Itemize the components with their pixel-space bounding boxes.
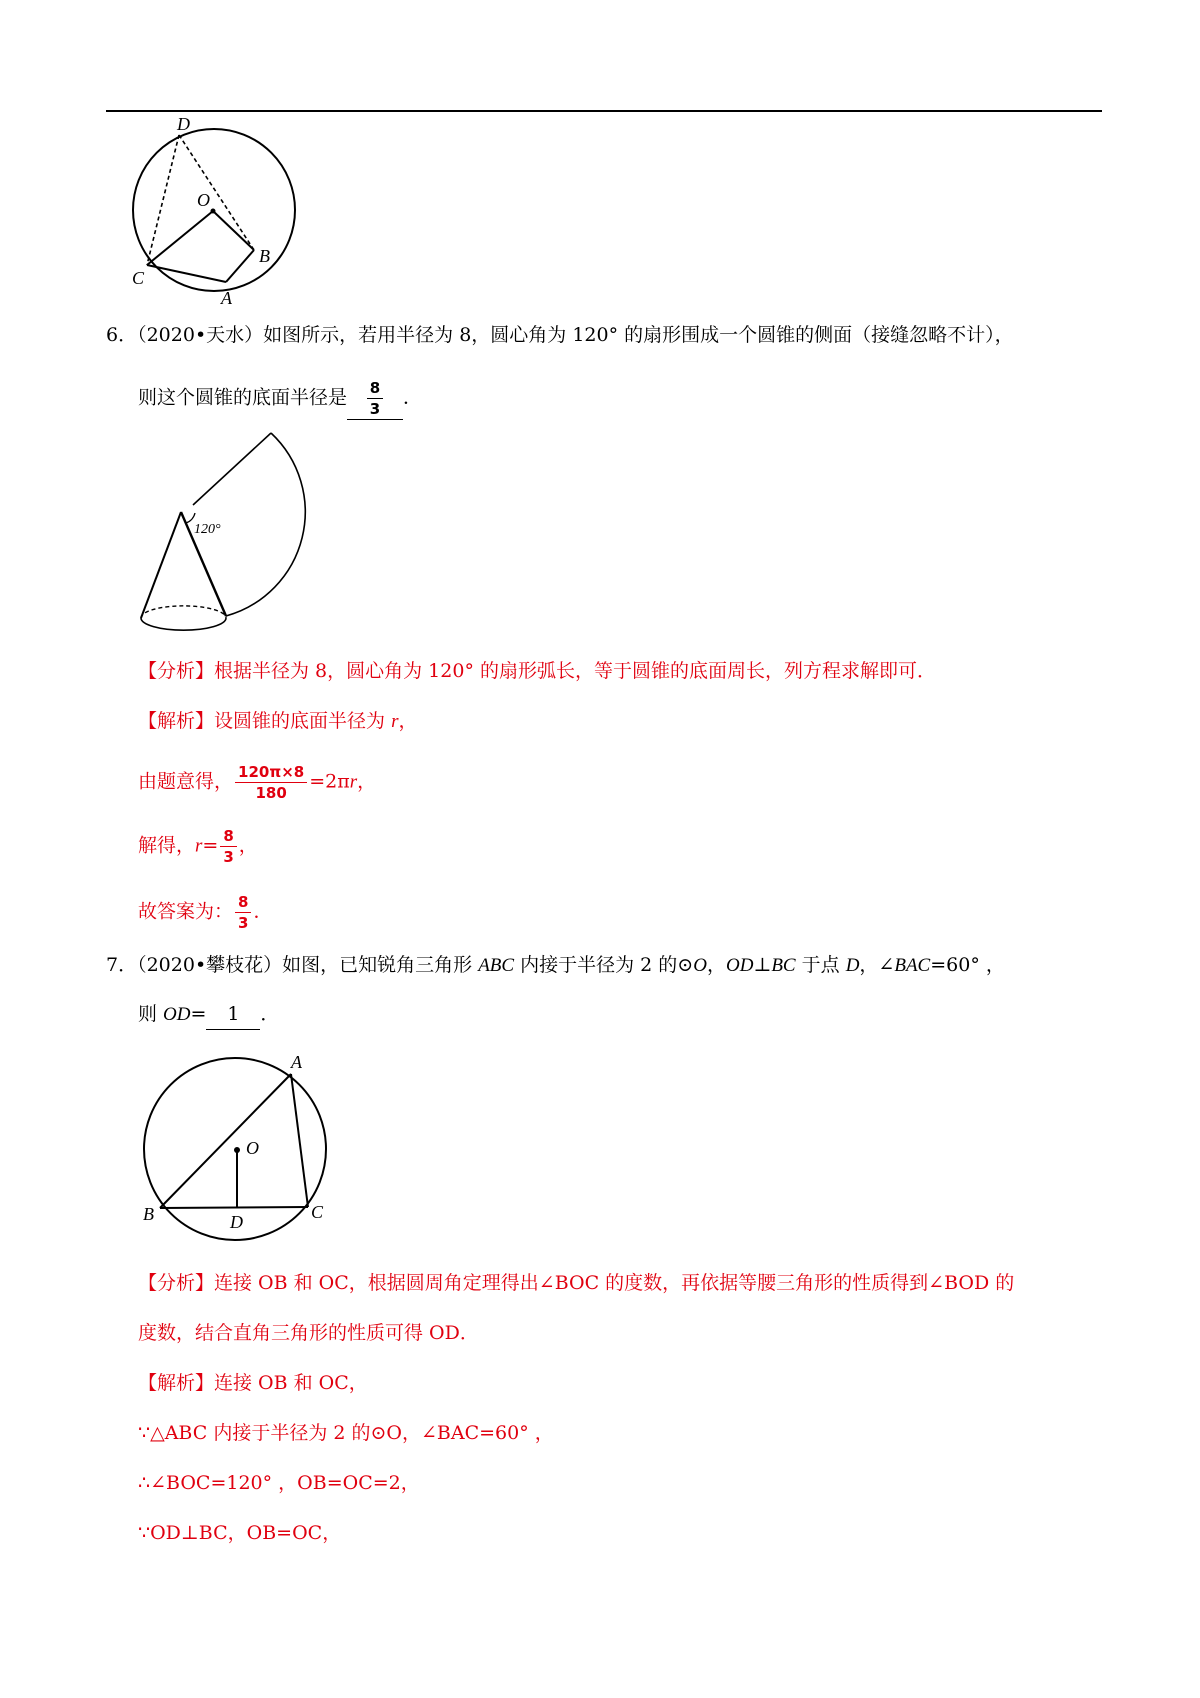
q6-number: 6． xyxy=(106,324,138,346)
q7-text1-c: 内接于半径为 2 的⊙ xyxy=(514,954,694,976)
q6-solution3-num: 8 xyxy=(220,826,236,847)
q7-answer-blank: 1 xyxy=(206,999,260,1030)
q7-solution-tag: 【解析】 xyxy=(138,1372,215,1394)
q6-analysis xyxy=(138,656,936,686)
q7-text1-f: OD xyxy=(725,955,754,976)
q6-solution2-num: 120π×8 xyxy=(235,762,307,783)
q7-end: ． xyxy=(260,1003,280,1025)
q7-text1-h: BC xyxy=(771,955,796,976)
q6-line2 xyxy=(138,378,422,420)
q6-solution2-den: 180 xyxy=(255,784,287,802)
label-d: D xyxy=(230,1212,243,1232)
q6-analysis-text: 根据半径为 8，圆心角为 120° 的扇形弧长，等于圆锥的底面周长，列方程求解即可． xyxy=(214,660,936,682)
q6-solution1 xyxy=(138,706,417,737)
q6-text2: 则这个圆锥的底面半径是 xyxy=(138,386,348,409)
q6-solution4-end: ． xyxy=(253,900,273,923)
q7-solution3-text: ∴∠BOC=120° ，OB=OC=2， xyxy=(138,1472,420,1494)
q6-solution1-text: 设圆锥的底面半径为 xyxy=(214,710,392,732)
q6-solution1-end: ， xyxy=(398,710,418,732)
label-b: B xyxy=(259,246,270,266)
angle-label-120: 120° xyxy=(194,522,221,537)
q6-answer-num: 8 xyxy=(367,378,383,399)
q7-text1-a: 如图，已知锐角三角形 xyxy=(282,954,479,976)
q6-answer-blank xyxy=(347,378,403,420)
q7-text1-j: D xyxy=(845,955,860,976)
q7-text1-e: ， xyxy=(706,954,726,976)
q7-text2-b: OD xyxy=(163,1004,191,1025)
q6-solution2-post: =2π xyxy=(309,770,350,793)
q6-end: ． xyxy=(403,386,423,409)
label-o: O xyxy=(197,190,210,210)
q7-solution2-text: ∵△ABC 内接于半径为 2 的⊙O，∠BAC=60° ， xyxy=(138,1422,554,1444)
label-b: B xyxy=(143,1204,154,1224)
q6-solution2-var: r xyxy=(349,771,358,793)
q6-solution3 xyxy=(138,826,258,867)
q6-solution2 xyxy=(138,762,376,803)
q6-solution-tag: 【解析】 xyxy=(138,710,215,732)
q7-source: （2020•攀枝花） xyxy=(137,954,283,976)
label-d: D xyxy=(177,114,190,134)
q7-analysis-tag: 【分析】 xyxy=(138,1272,215,1294)
label-c: C xyxy=(311,1202,324,1222)
q7-number: 7． xyxy=(106,954,138,976)
q6-text1: 如图所示，若用半径为 8，圆心角为 120° 的扇形围成一个圆锥的侧面（接缝忽略不计）， xyxy=(263,324,1014,346)
q7-line2 xyxy=(138,999,279,1030)
q7-text1-k: ，∠ xyxy=(859,954,895,976)
q6-source: （2020•天水） xyxy=(137,324,264,346)
q6-analysis-tag: 【分析】 xyxy=(138,660,215,682)
q6-solution2-end: ， xyxy=(357,770,377,793)
q6-line1 xyxy=(106,320,1014,350)
circle-figure-q5 xyxy=(125,112,315,312)
q7-solution4 xyxy=(138,1518,341,1548)
q7-text1-l: BAC xyxy=(894,955,931,976)
label-o: O xyxy=(246,1138,259,1158)
q6-solution1-var: r xyxy=(391,711,399,732)
q7-text1-d: O xyxy=(693,955,707,976)
label-a: A xyxy=(221,288,232,308)
q7-text1-m: =60° ， xyxy=(930,954,1005,976)
q6-solution2-pre: 由题意得， xyxy=(138,770,234,793)
q6-solution3-den: 3 xyxy=(223,848,234,866)
q7-analysis2-text: 度数，结合直角三角形的性质可得 OD． xyxy=(138,1322,479,1344)
label-a: A xyxy=(291,1052,302,1072)
q7-text1-b: ABC xyxy=(478,955,515,976)
q7-solution1 xyxy=(138,1368,368,1398)
q7-solution4-text: ∵OD⊥BC，OB=OC， xyxy=(138,1522,342,1544)
cone-sector-figure xyxy=(128,425,328,655)
q7-text1-i: 于点 xyxy=(795,954,846,976)
q7-text2-c: = xyxy=(190,1003,207,1025)
triangle-circle-figure-q7 xyxy=(135,1048,345,1248)
q7-solution3 xyxy=(138,1468,420,1498)
q7-text1-g: ⊥ xyxy=(753,954,772,976)
q7-analysis1-text: 连接 OB 和 OC，根据圆周角定理得出∠BOC 的度数，再依据等腰三角形的性质得到∠BOD 的 xyxy=(214,1272,1015,1294)
q7-text2-a: 则 xyxy=(138,1003,164,1025)
q7-analysis1 xyxy=(138,1268,1014,1298)
label-c: C xyxy=(132,268,145,288)
q6-answer-den: 3 xyxy=(369,400,381,418)
q6-solution3-pre: 解得， xyxy=(138,834,196,857)
q7-solution2 xyxy=(138,1418,554,1448)
q7-analysis2 xyxy=(138,1318,479,1348)
q6-solution4-pre: 故答案为： xyxy=(138,900,234,923)
q7-solution1-text: 连接 OB 和 OC， xyxy=(214,1372,368,1394)
q6-solution3-end: ， xyxy=(238,834,258,857)
q6-solution3-var: r xyxy=(195,835,203,857)
q6-solution4-num: 8 xyxy=(235,892,251,913)
q6-solution3-eq: = xyxy=(202,834,219,857)
q6-solution4-den: 3 xyxy=(238,914,249,932)
q7-line1 xyxy=(106,950,1005,981)
q6-solution4 xyxy=(138,892,272,933)
